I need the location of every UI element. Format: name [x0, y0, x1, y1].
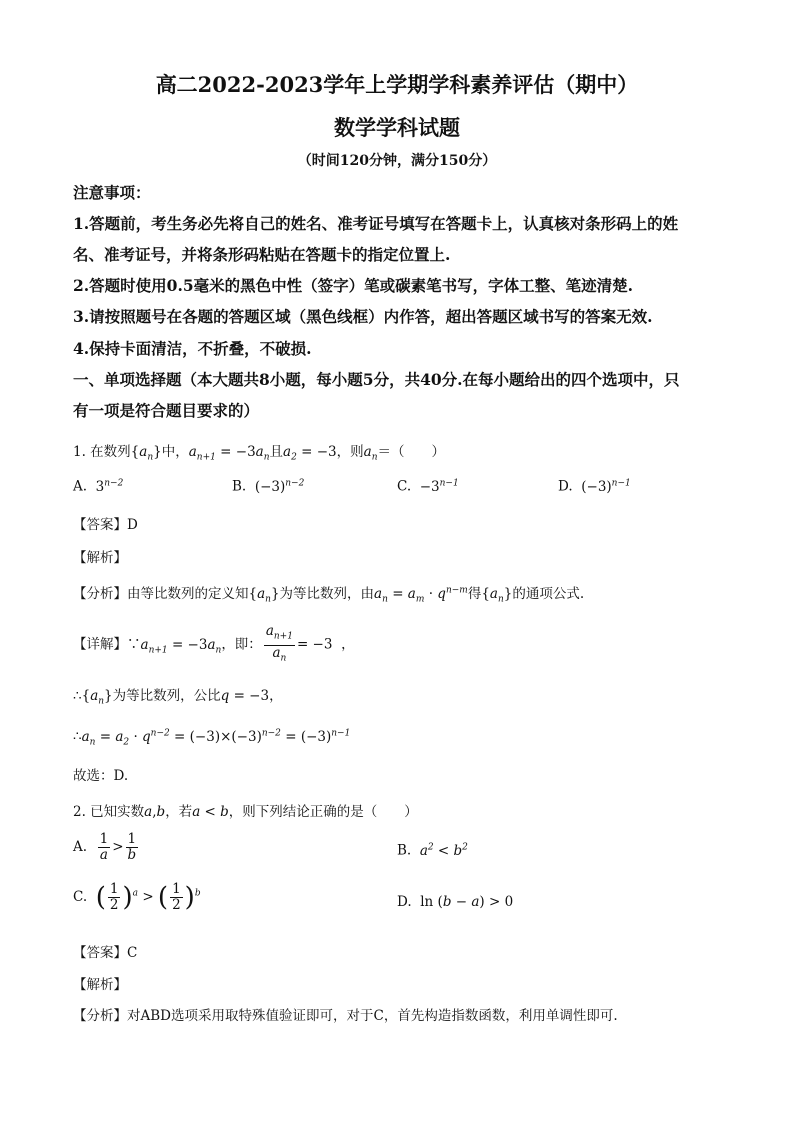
question-2-stem: 2. 已知实数a,b，若a < b，则下列结论正确的是（ ）: [73, 804, 418, 820]
question-2-option-d: D. ln (b − a) > 0: [397, 894, 514, 910]
notes-heading: 注意事项：: [73, 183, 151, 202]
exam-meta: （时间120分钟，满分150分）: [297, 153, 497, 169]
question-1-detail: 【详解】$\because a_{n+1} = -3a_n$，即： $\frac{a_{n+1}}{a_n}$ = −3 ，: [73, 623, 355, 664]
question-2-answer: 【答案】C: [73, 945, 138, 961]
question-1-option-a: A. $3^{n-2}$: [73, 478, 124, 495]
note-line: 2.答题时使用0.5毫米的黑色中性（签字）笔或碳素笔书写，字体工整、笔迹清楚.: [73, 276, 634, 295]
question-1-option-d: D. $(-3)^{n-1}$: [558, 478, 631, 495]
note-line: 名、准考证号，并将条形码粘贴在答题卡的指定位置上.: [73, 245, 451, 264]
question-2-option-c: C. ( $\frac{1}{2}$ )$^a$ > ( $\frac{1}{2}$ )$^b$: [73, 881, 201, 913]
section-heading-cont: 有一项是符合题目要求的）: [73, 401, 260, 420]
page-subtitle: 数学学科试题: [334, 115, 460, 140]
question-1-choice: 故选：D.: [73, 768, 129, 784]
note-line: 1.答题前，考生务必先将自己的姓名、准考证号填写在答题卡上，认真核对条形码上的姓: [73, 214, 679, 233]
question-1-step-2: $\therefore a_n = a_2 \cdot q^{n-2} = (-3)\times(-3)^{n-2} = (-3)^{n-1}$: [73, 728, 351, 748]
question-2-option-b: B. $a^2 < b^2$: [397, 842, 468, 859]
question-1-option-b: B. $(-3)^{n-2}$: [232, 478, 305, 495]
question-1-analysis-label: 【解析】: [73, 550, 127, 566]
question-2-fenxi: 【分析】对ABD选项采用取特殊值验证即可，对于C，首先构造指数函数，利用单调性即可.: [73, 1008, 618, 1024]
question-2-option-a: A. $\frac{1}{a}$ > $\frac{1}{b}$: [73, 831, 137, 863]
question-1-answer: 【答案】D: [73, 517, 138, 533]
question-2-analysis-label: 【解析】: [73, 977, 127, 993]
question-1-option-c: C. $-3^{n-1}$: [397, 478, 459, 495]
note-line: 3.请按照题号在各题的答题区域（黑色线框）内作答，超出答题区域书写的答案无效.: [73, 307, 653, 326]
section-heading: 一、单项选择题（本大题共8小题，每小题5分，共40分.在每小题给出的四个选项中，只: [73, 370, 680, 389]
question-1-fenxi: 【分析】由等比数列的定义知$\{a_n\}$为等比数列，由$a_n = a_m \cdot q^{n-m}$得$\{a_n\}$的通项公式.: [73, 585, 585, 605]
note-line: 4.保持卡面清洁，不折叠，不破损.: [73, 339, 312, 358]
question-1-step-1: $\therefore\{a_n\}$为等比数列，公比q = −3，: [73, 688, 283, 707]
question-1-stem: 1. 在数列$\{a_n\}$中，$a_{n+1} = -3a_n$且$a_2 = -3$，则$a_n=$（ ）: [73, 444, 445, 463]
page-title: 高二2022-2023学年上学期学科素养评估（期中）: [155, 72, 639, 97]
